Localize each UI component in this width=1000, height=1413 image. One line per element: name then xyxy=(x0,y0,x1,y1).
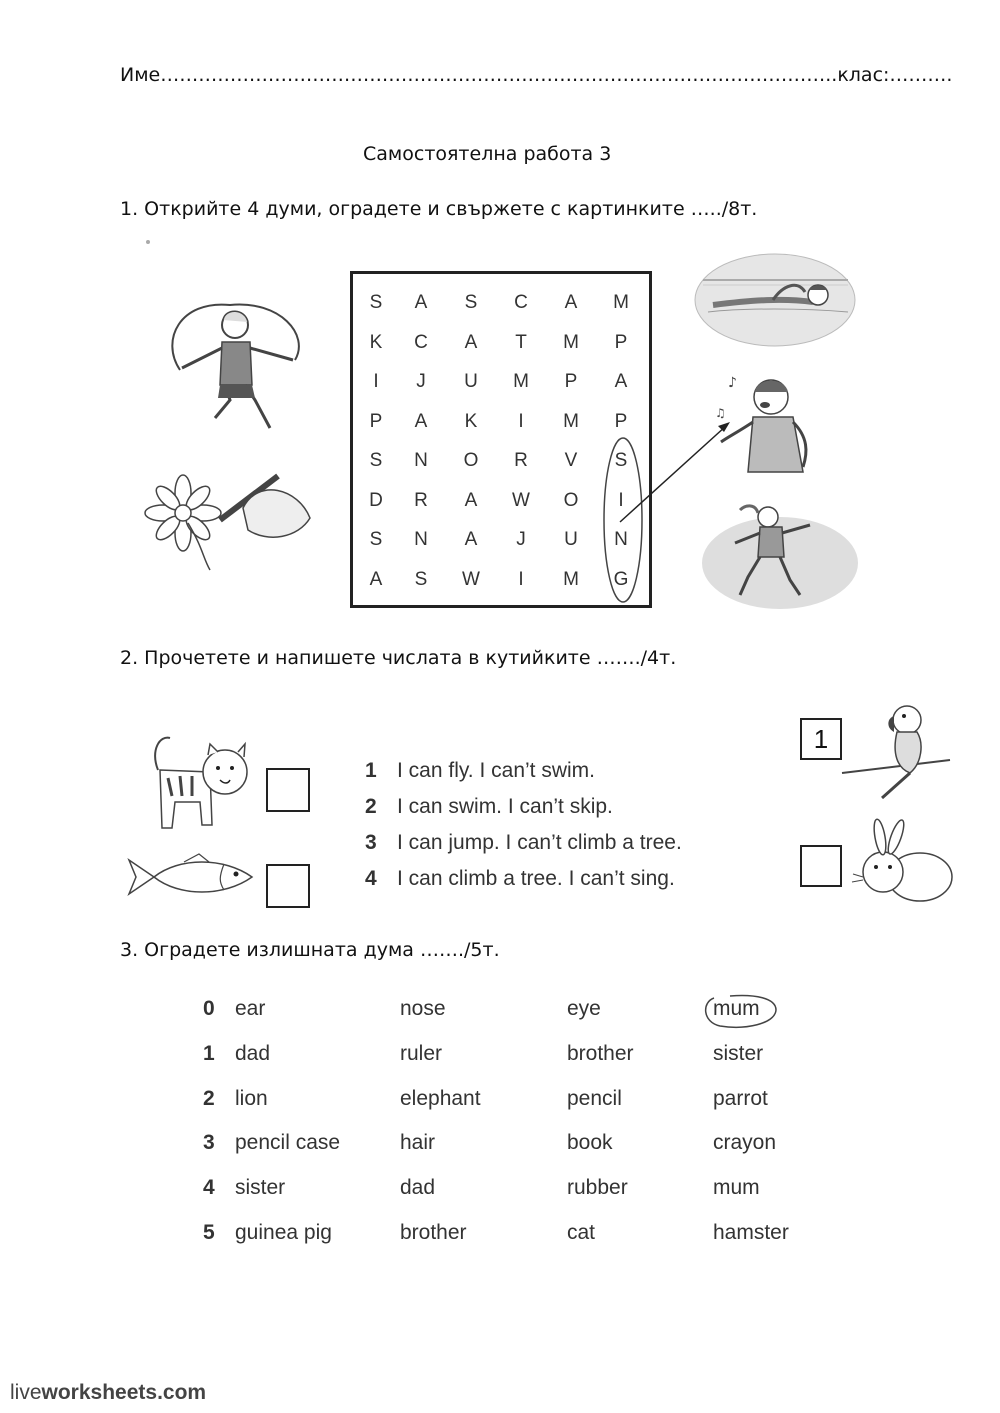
sentence-text: I can fly. I can’t swim. xyxy=(397,759,595,782)
fish-icon xyxy=(124,852,259,902)
grid-letter[interactable]: R xyxy=(514,450,528,471)
grid-letter[interactable]: M xyxy=(563,568,579,590)
girl-running-icon xyxy=(700,495,860,610)
grid-letter[interactable]: T xyxy=(515,331,527,353)
sentence-number: 4 xyxy=(365,867,377,890)
parrot-answer-box[interactable]: 1 xyxy=(800,718,842,760)
swimming-picture xyxy=(693,250,858,350)
grid-letter[interactable]: I xyxy=(618,489,624,511)
grid-letter[interactable]: I xyxy=(373,371,379,392)
word-option[interactable]: sister xyxy=(235,1176,286,1200)
mum-circle-mark xyxy=(700,990,780,1030)
svg-text:♪: ♪ xyxy=(728,375,737,391)
word-option[interactable]: guinea pig xyxy=(235,1221,332,1244)
grid-letter[interactable]: R xyxy=(414,489,428,511)
grid-letter[interactable]: M xyxy=(563,410,579,432)
row-number: 2 xyxy=(203,1086,215,1110)
rabbit-picture xyxy=(848,822,958,907)
parrot-picture xyxy=(842,698,952,803)
grid-letter[interactable]: A xyxy=(464,529,478,550)
grid-letter[interactable]: P xyxy=(614,410,628,432)
sentence-1 xyxy=(365,759,595,783)
word-option[interactable]: pencil xyxy=(567,1086,622,1110)
grid-letter[interactable]: S xyxy=(464,292,478,313)
sentence-text: I can climb a tree. I can’t sing. xyxy=(397,867,675,890)
grid-letter[interactable]: N xyxy=(614,529,628,550)
word-option[interactable]: elephant xyxy=(400,1086,481,1110)
grid-letter[interactable]: V xyxy=(564,450,578,471)
grid-letter[interactable]: A xyxy=(464,331,478,353)
boy-singing-icon xyxy=(713,372,813,482)
word-option[interactable]: nose xyxy=(400,997,446,1020)
grid-letter[interactable]: G xyxy=(613,568,629,590)
running-picture xyxy=(700,495,860,610)
row-number: 3 xyxy=(203,1131,215,1155)
parrot-icon xyxy=(842,698,952,803)
sentence-number: 3 xyxy=(365,831,377,854)
word-option[interactable]: parrot xyxy=(713,1086,768,1110)
grid-letter[interactable]: A xyxy=(564,292,578,313)
word-option[interactable]: dad xyxy=(400,1176,436,1200)
rabbit-icon xyxy=(848,822,958,907)
grid-letter[interactable]: S xyxy=(369,292,383,313)
grid-letter[interactable]: J xyxy=(516,529,526,550)
grid-letter[interactable]: U xyxy=(564,529,578,550)
word-option[interactable]: sister xyxy=(713,1041,764,1065)
tiger-answer-box[interactable] xyxy=(266,768,310,812)
sentence-text: I can jump. I can’t climb a tree. xyxy=(397,831,682,854)
row-number: 1 xyxy=(203,1041,215,1065)
task1-heading: 1. Открийте 4 думи, оградете и свържете с картинките …../8т. xyxy=(120,198,758,220)
grid-letter[interactable]: K xyxy=(464,410,478,432)
grid-letter[interactable]: W xyxy=(462,568,480,590)
word-option[interactable]: mum xyxy=(713,997,760,1020)
grid-letter[interactable]: K xyxy=(369,331,383,353)
grid-letter[interactable]: S xyxy=(369,450,383,471)
grid-letter[interactable]: S xyxy=(414,568,428,590)
grid-letter[interactable]: S xyxy=(369,529,383,550)
grid-letter[interactable]: A xyxy=(464,489,478,511)
grid-letter[interactable]: A xyxy=(369,568,383,590)
word-option[interactable]: rubber xyxy=(567,1176,628,1200)
word-option[interactable]: brother xyxy=(400,1221,467,1244)
row-number: 0 xyxy=(203,997,215,1020)
grid-letter[interactable]: C xyxy=(414,331,428,353)
grid-letter[interactable]: N xyxy=(414,450,428,471)
singing-picture xyxy=(713,372,813,482)
grid-letter[interactable]: U xyxy=(464,371,478,392)
word-option[interactable]: pencil case xyxy=(235,1131,341,1155)
row-number: 4 xyxy=(203,1176,215,1200)
boy-swimming-icon xyxy=(693,250,858,350)
grid-letter[interactable]: J xyxy=(416,371,426,392)
word-option[interactable]: lion xyxy=(235,1086,268,1110)
sentence-3 xyxy=(365,831,682,855)
word-option[interactable]: mum xyxy=(713,1176,760,1200)
name-class-line: Име……………………………………………………………………………………………..клас:………. xyxy=(120,64,953,86)
grid-letter[interactable]: M xyxy=(613,292,629,313)
grid-letter[interactable]: S xyxy=(614,450,628,471)
word-option[interactable]: hair xyxy=(400,1131,436,1155)
grid-letter[interactable]: I xyxy=(518,568,524,590)
word-option[interactable]: eye xyxy=(567,997,601,1020)
grid-letter[interactable]: A xyxy=(414,292,428,313)
word-option[interactable]: dad xyxy=(235,1041,271,1065)
word-option[interactable]: book xyxy=(567,1131,613,1155)
row-number: 5 xyxy=(203,1221,215,1244)
sentence-2 xyxy=(365,795,613,819)
grid-letter[interactable]: W xyxy=(512,489,530,511)
liveworksheets-logo: liveworksheets.com xyxy=(10,1381,207,1404)
grid-letter[interactable]: A xyxy=(614,371,628,392)
fish-answer-box[interactable] xyxy=(266,864,310,908)
word-option[interactable]: crayon xyxy=(713,1131,777,1155)
page-title: Самостоятелна работа 3 xyxy=(363,143,612,165)
word-option[interactable]: brother xyxy=(567,1041,634,1065)
grid-letter[interactable]: P xyxy=(369,410,383,432)
sentence-number: 2 xyxy=(365,795,377,818)
rabbit-answer-box[interactable] xyxy=(800,845,842,887)
word-option[interactable]: cat xyxy=(567,1221,596,1244)
grid-letter[interactable]: P xyxy=(564,371,578,392)
fish-picture xyxy=(124,852,259,902)
task2-heading: 2. Прочетете и напишете числата в кутийките ……./4т. xyxy=(120,647,677,669)
tiger-icon xyxy=(150,730,255,835)
grid-letter[interactable]: O xyxy=(563,489,579,511)
grid-letter[interactable]: P xyxy=(614,331,628,353)
svg-text:♫: ♫ xyxy=(715,406,726,420)
grid-letter[interactable]: M xyxy=(513,371,529,392)
grid-letter[interactable]: I xyxy=(518,410,524,432)
grid-letter[interactable]: C xyxy=(514,292,528,313)
task3-heading: 3. Оградете излишната дума ……./5т. xyxy=(120,939,500,961)
sentence-number: 1 xyxy=(365,759,377,782)
grid-letter[interactable]: N xyxy=(414,529,428,550)
word-option[interactable]: hamster xyxy=(713,1221,789,1244)
sentence-4 xyxy=(365,867,675,891)
word-option[interactable]: ear xyxy=(235,997,266,1020)
sentence-text: I can swim. I can’t skip. xyxy=(397,795,613,818)
tiger-picture xyxy=(150,730,255,835)
word-option[interactable]: ruler xyxy=(400,1041,443,1065)
grid-letter[interactable]: D xyxy=(369,489,383,511)
grid-letter[interactable]: O xyxy=(463,450,479,471)
grid-letter[interactable]: A xyxy=(414,410,428,432)
grid-letter[interactable]: M xyxy=(563,331,579,353)
